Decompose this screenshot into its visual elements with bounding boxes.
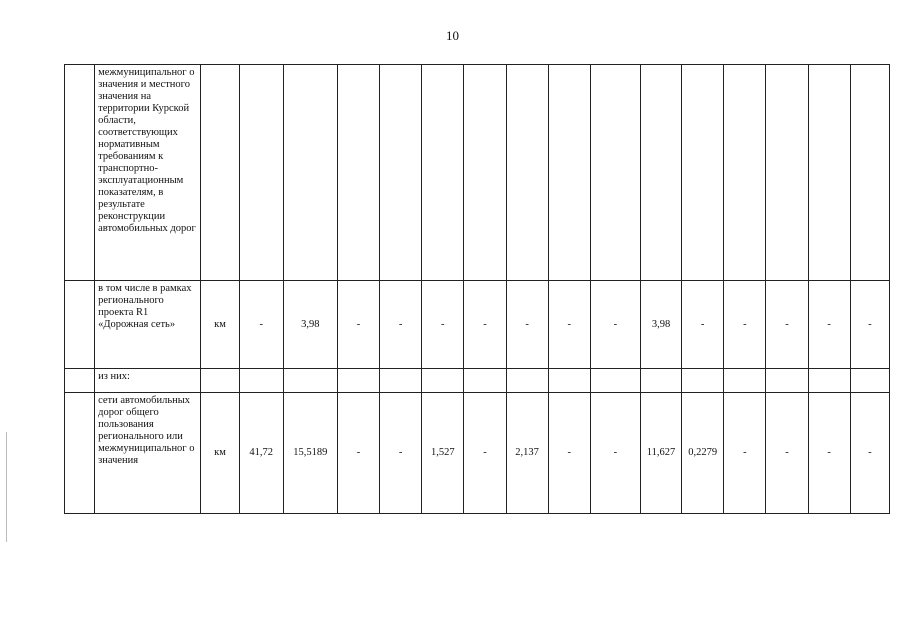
value-cell	[337, 369, 379, 393]
table-row	[65, 369, 890, 393]
value-cell: -	[724, 393, 766, 514]
value-cell	[283, 65, 337, 281]
row-number-cell	[65, 369, 95, 393]
row-description: сети автомобильных дорог общего пользования регионального или межмуниципальног о значения	[95, 393, 201, 514]
value-cell	[464, 65, 506, 281]
value-cell: -	[682, 281, 724, 369]
value-cell: -	[380, 393, 422, 514]
value-cell	[724, 65, 766, 281]
value-cell	[380, 65, 422, 281]
value-cell	[640, 369, 681, 393]
value-cell: -	[548, 281, 590, 369]
value-cell	[337, 65, 379, 281]
value-cell	[464, 369, 506, 393]
table-row	[65, 281, 890, 369]
unit-cell: км	[201, 281, 239, 369]
row-description: в том числе в рамках регионального проекта R1 «Дорожная сеть»	[95, 281, 201, 369]
row-description: межмуниципальног о значения и местного значения на территории Курской области, соответствующих нормативным требованиям к транспортно-эксплуатационным показателям, в результате реконструкции автомобильных дорог	[95, 65, 201, 281]
value-cell	[766, 65, 808, 281]
value-cell	[766, 369, 808, 393]
value-cell: -	[464, 393, 506, 514]
value-cell: -	[464, 281, 506, 369]
value-cell	[548, 369, 590, 393]
value-cell: -	[766, 393, 808, 514]
row-description: из них:	[95, 369, 201, 393]
value-cell	[239, 65, 283, 281]
value-cell: -	[506, 281, 548, 369]
value-cell	[724, 369, 766, 393]
row-number-cell	[65, 393, 95, 514]
value-cell	[506, 65, 548, 281]
value-cell: 41,72	[239, 393, 283, 514]
value-cell	[548, 65, 590, 281]
value-cell	[640, 65, 681, 281]
value-cell: 3,98	[283, 281, 337, 369]
unit-cell	[201, 369, 239, 393]
value-cell	[283, 369, 337, 393]
value-cell: 2,137	[506, 393, 548, 514]
row-number-cell	[65, 65, 95, 281]
value-cell: -	[337, 393, 379, 514]
value-cell: -	[590, 393, 640, 514]
value-cell: -	[337, 281, 379, 369]
value-cell: -	[724, 281, 766, 369]
value-cell: -	[590, 281, 640, 369]
value-cell: 15,5189	[283, 393, 337, 514]
value-cell	[422, 65, 464, 281]
value-cell: -	[548, 393, 590, 514]
value-cell: 1,527	[422, 393, 464, 514]
value-cell: -	[766, 281, 808, 369]
row-number-cell	[65, 281, 95, 369]
value-cell	[380, 369, 422, 393]
value-cell: -	[239, 281, 283, 369]
value-cell: -	[422, 281, 464, 369]
value-cell	[239, 369, 283, 393]
value-cell: -	[808, 281, 850, 369]
table-row	[65, 65, 890, 281]
value-cell: 11,627	[640, 393, 681, 514]
value-cell	[850, 65, 889, 281]
unit-cell: км	[201, 393, 239, 514]
value-cell: -	[808, 393, 850, 514]
value-cell	[808, 65, 850, 281]
page-number: 10	[446, 28, 459, 43]
value-cell	[808, 369, 850, 393]
table-row	[65, 393, 890, 514]
value-cell: -	[850, 281, 889, 369]
value-cell: 3,98	[640, 281, 681, 369]
value-cell	[590, 369, 640, 393]
value-cell: -	[850, 393, 889, 514]
scan-artifact	[6, 432, 7, 542]
value-cell	[422, 369, 464, 393]
value-cell	[682, 369, 724, 393]
unit-cell	[201, 65, 239, 281]
value-cell: -	[380, 281, 422, 369]
value-cell	[682, 65, 724, 281]
indicator-table	[64, 64, 890, 514]
value-cell	[506, 369, 548, 393]
value-cell	[850, 369, 889, 393]
value-cell	[590, 65, 640, 281]
value-cell: 0,2279	[682, 393, 724, 514]
